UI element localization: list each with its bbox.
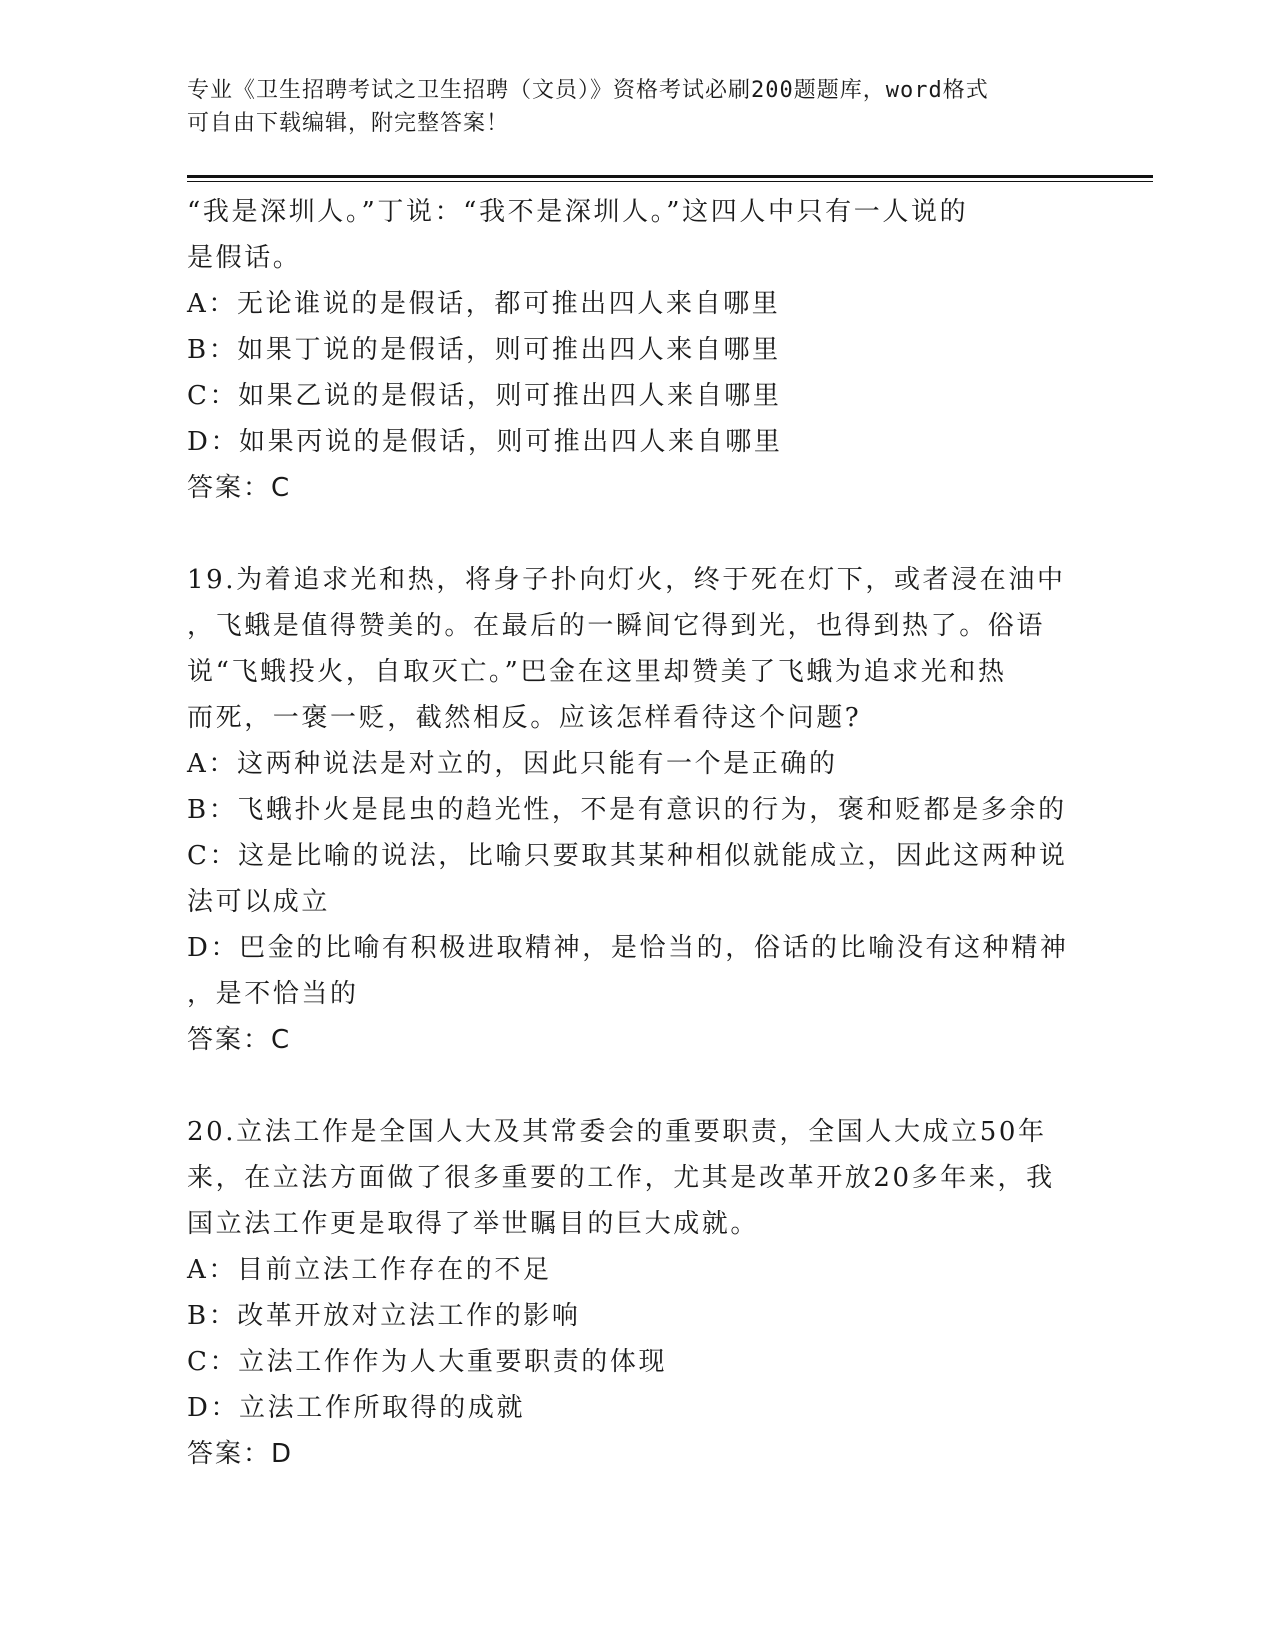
question-text-line: 20.立法工作是全国人大及其常委会的重要职责，全国人大成立50年 [187, 1117, 1047, 1147]
header-rule-thin [187, 181, 1153, 182]
question-text-line: 是假话。 [187, 243, 302, 273]
question-text-line: 19.为着追求光和热，将身子扑向灯火，终于死在灯下，或者浸在油中 [187, 565, 1066, 595]
question-18 [187, 189, 1087, 511]
option-c-continued: 法可以成立 [187, 887, 331, 917]
option-b: B：改革开放对立法工作的影响 [187, 1301, 581, 1331]
document-header [187, 74, 1067, 140]
option-a: A：目前立法工作存在的不足 [187, 1255, 552, 1285]
answer: 答案：C [187, 473, 292, 503]
document-content [187, 189, 1087, 1477]
option-d-continued: ，是不恰当的 [187, 979, 359, 1009]
question-19 [187, 557, 1087, 1063]
question-20 [187, 1109, 1087, 1477]
option-c: C：如果乙说的是假话，则可推出四人来自哪里 [187, 381, 782, 411]
header-line-2: 可自由下载编辑，附完整答案！ [187, 111, 510, 136]
option-d: D：立法工作所取得的成就 [187, 1393, 526, 1423]
question-text-line: 而死，一褒一贬，截然相反。应该怎样看待这个问题? [187, 703, 862, 733]
question-text-line: “我是深圳人。”丁说：“我不是深圳人。”这四人中只有一人说的 [187, 197, 969, 227]
option-d: D：如果丙说的是假话，则可推出四人来自哪里 [187, 427, 783, 457]
answer: 答案：C [187, 1025, 292, 1055]
header-rule-thick [187, 175, 1153, 178]
question-text-line: ，飞蛾是值得赞美的。在最后的一瞬间它得到光，也得到热了。俗语 [187, 611, 1046, 641]
option-a: A：这两种说法是对立的，因此只能有一个是正确的 [187, 749, 838, 779]
option-b: B：如果丁说的是假话，则可推出四人来自哪里 [187, 335, 781, 365]
question-text-line: 国立法工作更是取得了举世瞩目的巨大成就。 [187, 1209, 760, 1239]
option-d: D：巴金的比喻有积极进取精神，是恰当的，俗话的比喻没有这种精神 [187, 933, 1069, 963]
option-a: A：无论谁说的是假话，都可推出四人来自哪里 [187, 289, 781, 319]
question-text-line: 来，在立法方面做了很多重要的工作，尤其是改革开放20多年来，我 [187, 1163, 1055, 1193]
option-b: B：飞蛾扑火是昆虫的趋光性，不是有意识的行为，褒和贬都是多余的 [187, 795, 1067, 825]
option-c: C：这是比喻的说法，比喻只要取其某种相似就能成立，因此这两种说 [187, 841, 1068, 871]
header-line-1: 专业《卫生招聘考试之卫生招聘（文员）》资格考试必刷200题题库，word格式 [187, 78, 989, 103]
question-text-line: 说“飞蛾投火，自取灭亡。”巴金在这里却赞美了飞蛾为追求光和热 [187, 657, 1007, 687]
answer: 答案：D [187, 1439, 294, 1469]
option-c: C：立法工作作为人大重要职责的体现 [187, 1347, 668, 1377]
